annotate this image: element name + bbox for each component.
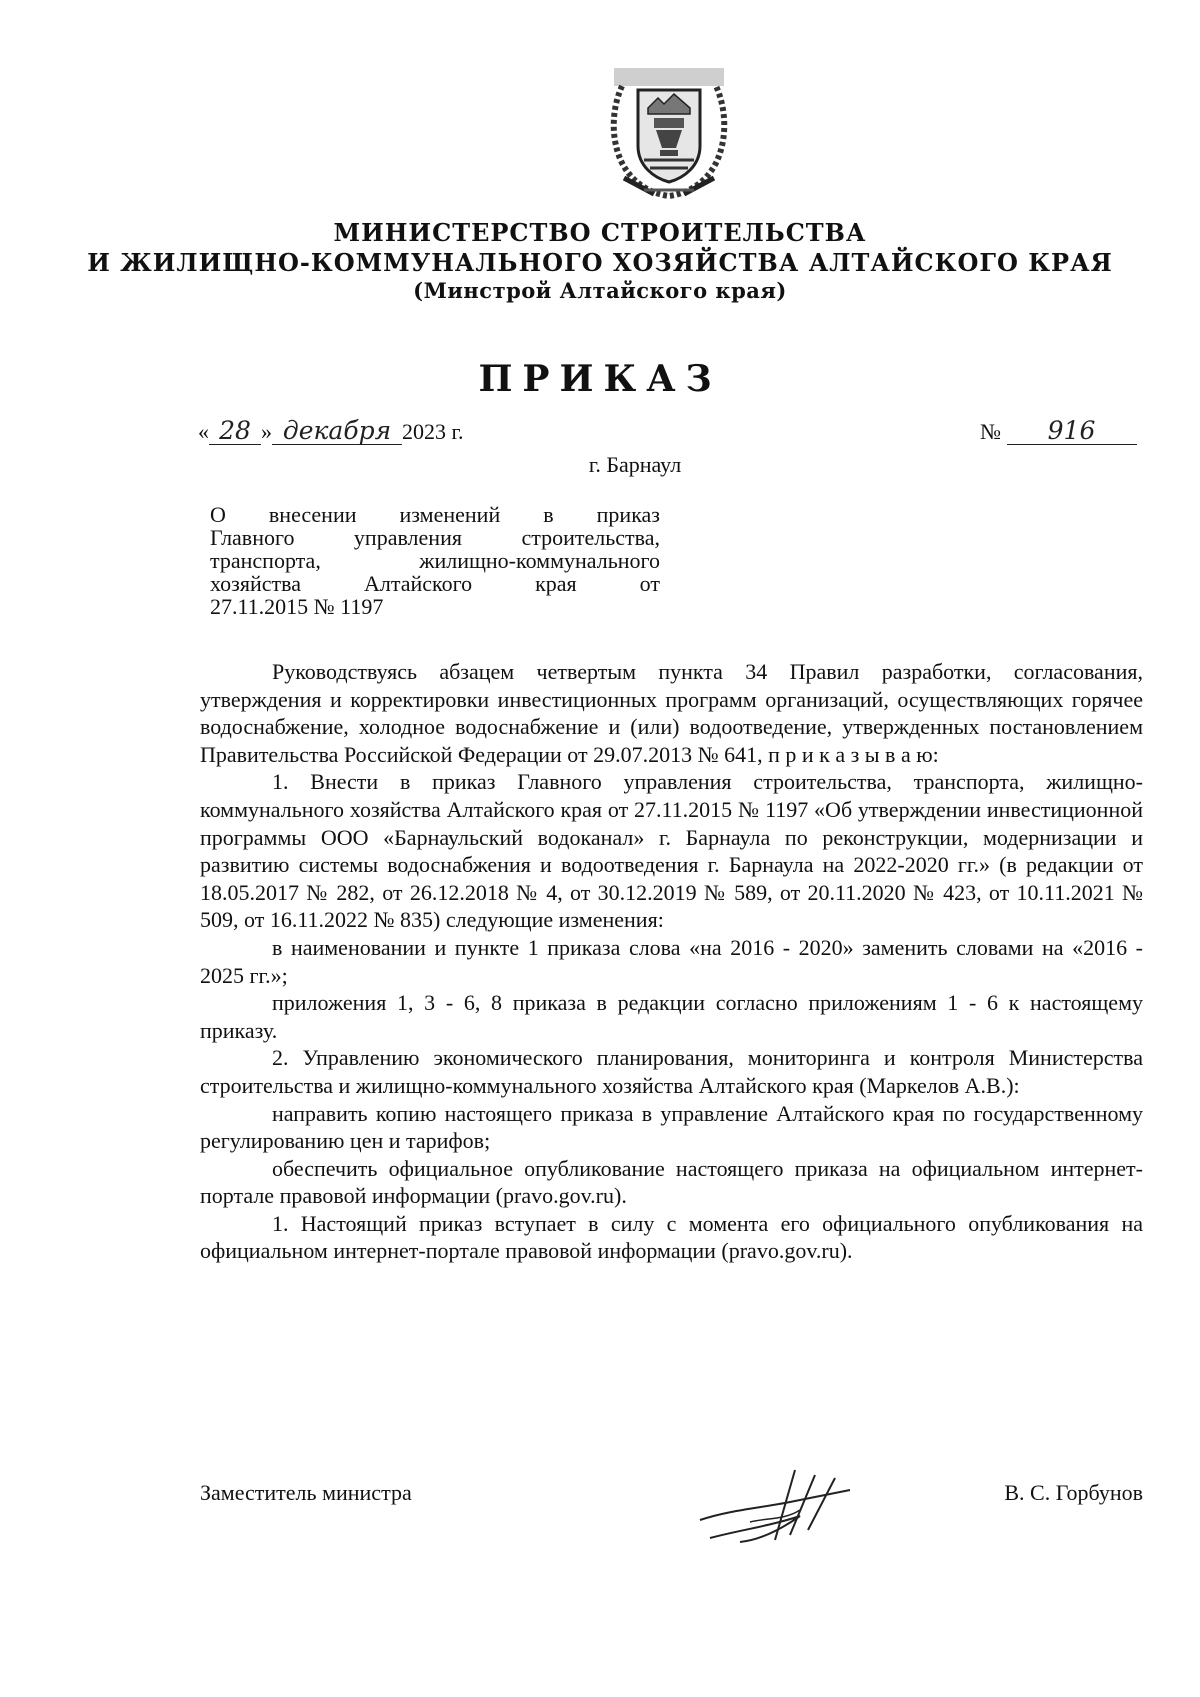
body-paragraph: 1. Настоящий приказ вступает в силу с момента его официального опубликования на официальном интернет-портале правовой информации (pravo.gov.ru). <box>200 1210 1143 1264</box>
date-year: 2023 г. <box>402 419 464 444</box>
body-paragraph: 1. Внести в приказ Главного управления строительства, транспорта, жилищно-коммунального хозяйства Алтайского края от 27.11.2015 № 1197 «Об утверждении инвестиционной программы ООО «Барнаульский водоканал» г. Барнаула по реконструкции, модернизации и развитию системы водоснабжения и водоотведения г. Барнаула на 2022-2020 гг.» (в редакции от 18.05.2017 № 282, от 26.12.2018 № 4, от 30.12.2019 № 589, от 20.11.2020 № 423, от 10.11.2021 № 509, от 16.11.2022 № 835) следующие изменения: <box>200 769 1143 933</box>
number-label: № <box>980 419 1001 444</box>
subject-line: транспорта, жилищно-коммунального <box>210 548 660 573</box>
subject-line: Главного управления строительства, <box>210 525 660 550</box>
body-paragraph: обеспечить официальное опубликование настоящего приказа на официальном интернет-портале правовой информации (pravo.gov.ru). <box>200 1155 1143 1209</box>
body-paragraph: 2. Управлению экономического планирования, мониторинга и контроля Министерства строительства и жилищно-коммунального хозяйства Алтайского края (Маркелов А.В.): <box>200 1045 1143 1098</box>
body-paragraph: Руководствуясь абзацем четвертым пункта 34 Правил разработки, согласования, утверждения и корректировки инвестиционных программ организаций, осуществляющих горячее водоснабжение, холодное водоснабжение и (или) водоотведение, утвержденных постановлением Правительства Российской Федерации от 29.07.2013 № 641, п р и к а з ы в а ю: <box>200 659 1143 767</box>
subject-line: О внесении изменений в приказ <box>210 502 660 527</box>
ministry-name-line1: МИНИСТЕРСТВО СТРОИТЕЛЬСТВА <box>333 218 867 247</box>
date-month: декабря <box>272 418 402 445</box>
order-number <box>980 418 1137 445</box>
date-open-quote: « <box>198 419 209 444</box>
coat-of-arms-icon <box>604 68 734 200</box>
signatory-name: В. С. Горбунов <box>1004 1480 1143 1505</box>
handwritten-signature-icon <box>690 1460 860 1550</box>
order-subject <box>210 503 660 618</box>
order-body <box>200 658 1143 1265</box>
signatory-role: Заместитель министра <box>200 1480 412 1505</box>
body-paragraph: в наименовании и пункте 1 приказа слова «на 2016 - 2020» заменить словами на «2016 - 2025 гг.»; <box>200 934 1143 988</box>
date-day: 28 <box>209 418 261 445</box>
body-paragraph: приложения 1, 3 - 6, 8 приказа в редакции согласно приложениям 1 - 6 к настоящему приказу. <box>200 990 1143 1043</box>
date-close-quote: » <box>261 419 272 444</box>
body-paragraph: направить копию настоящего приказа в управление Алтайского края по государственному регулированию цен и тарифов; <box>200 1100 1143 1154</box>
ministry-short-name: (Минстрой Алтайского края) <box>413 278 787 303</box>
ministry-name-line2: И ЖИЛИЩНО-КОММУНАЛЬНОГО ХОЗЯЙСТВА АЛТАЙСКОГО КРАЯ <box>87 248 1113 277</box>
number-value: 916 <box>1007 418 1137 445</box>
subject-line: хозяйства Алтайского края от <box>210 571 660 596</box>
order-date <box>198 418 464 445</box>
document-title: ПРИКАЗ <box>478 358 722 400</box>
subject-line: 27.11.2015 № 1197 <box>210 594 384 619</box>
city: г. Барнаул <box>588 452 682 477</box>
